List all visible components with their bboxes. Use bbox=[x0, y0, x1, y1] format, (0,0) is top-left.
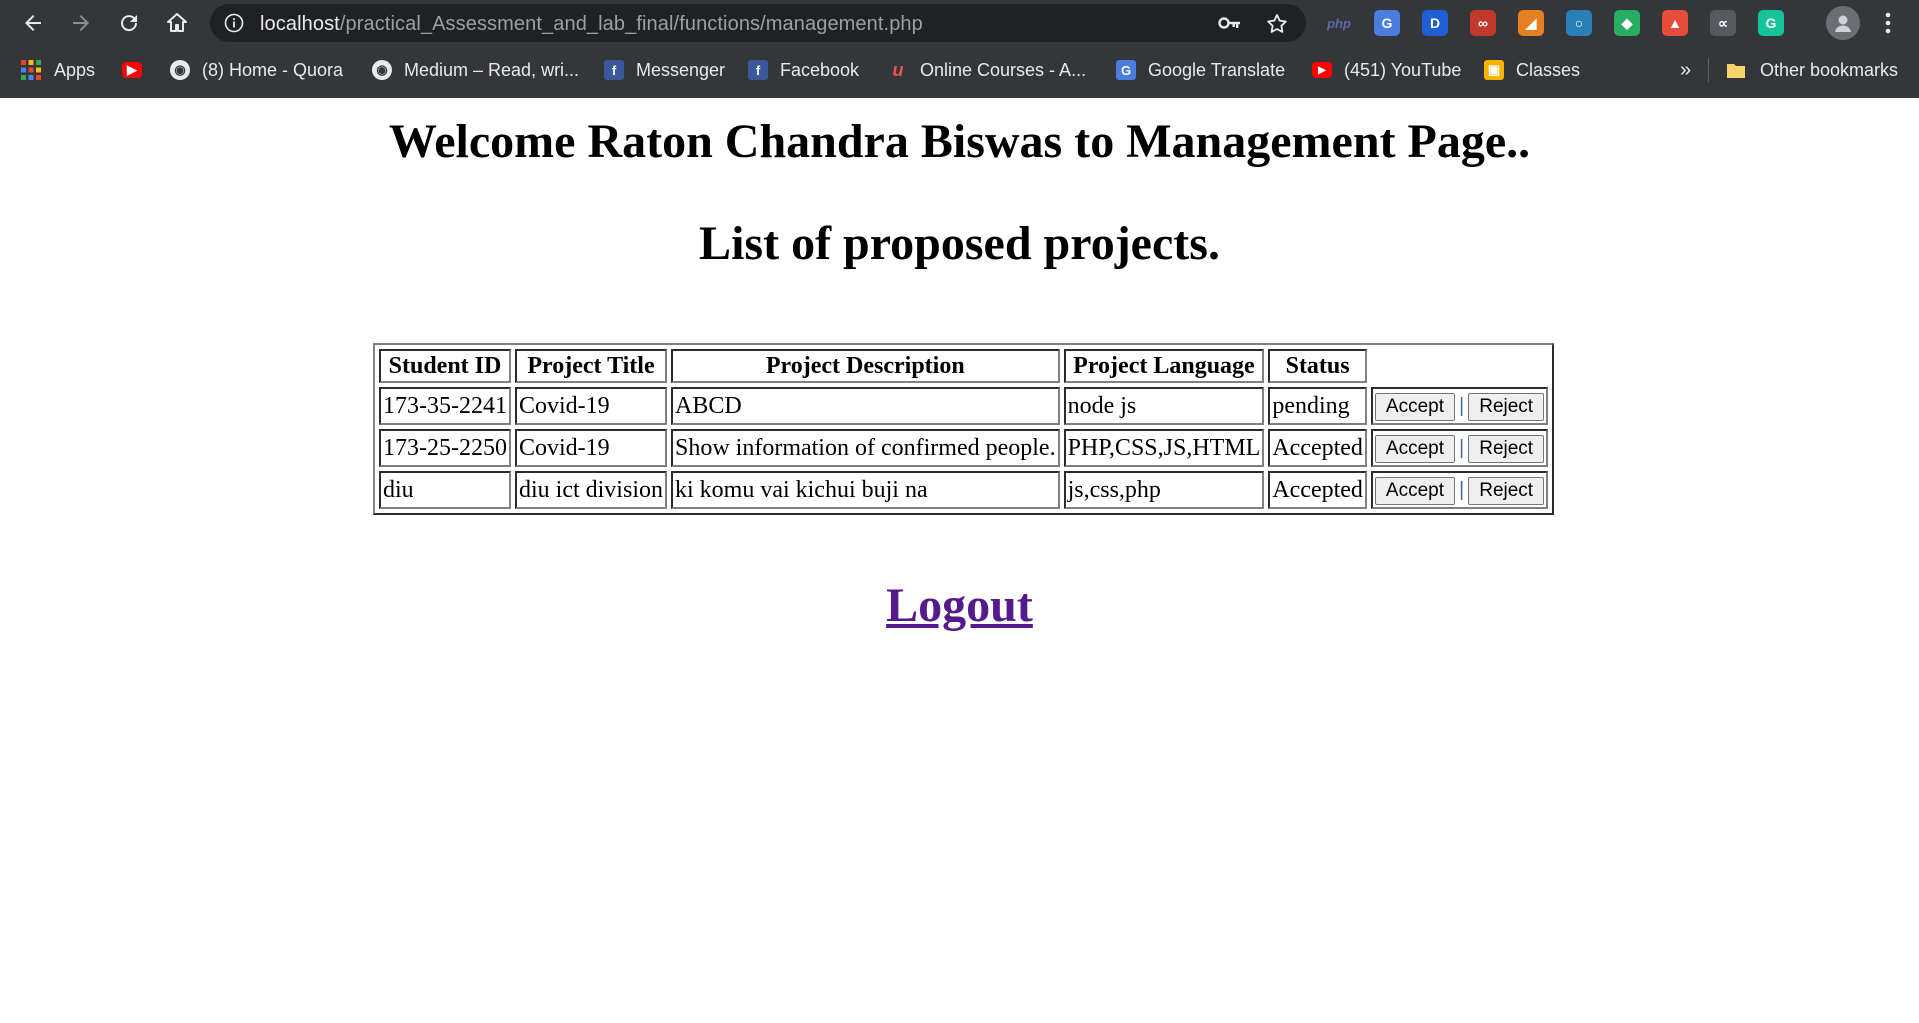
logout-container bbox=[0, 578, 1919, 633]
header-student-id: Student ID bbox=[379, 349, 511, 383]
projects-table bbox=[373, 343, 1554, 515]
url-text[interactable] bbox=[260, 13, 923, 36]
apps-icon bbox=[20, 59, 42, 81]
url-path: /practical_Assessment_and_lab_final/functions/management.php bbox=[339, 13, 923, 35]
facebook-icon: f bbox=[604, 60, 624, 80]
info-icon[interactable] bbox=[224, 13, 244, 33]
bookmark-messenger[interactable] bbox=[604, 58, 725, 82]
home-icon bbox=[165, 11, 189, 35]
bookmark-label: (8) Home - Quora bbox=[202, 59, 344, 80]
bookmark-classes[interactable] bbox=[1484, 58, 1580, 82]
bookmarks-bar bbox=[0, 50, 1919, 90]
browser-toolbar bbox=[0, 0, 1919, 46]
overflow-chevron-icon: » bbox=[1680, 58, 1692, 81]
color-extension-icon[interactable]: ◆ bbox=[1614, 10, 1640, 36]
url-host: localhost bbox=[260, 13, 340, 35]
bookmark-label: Medium – Read, wri... bbox=[404, 59, 580, 80]
d-extension-icon[interactable]: D bbox=[1422, 10, 1448, 36]
table-row bbox=[379, 471, 1548, 509]
translate-icon: G bbox=[1116, 60, 1136, 80]
folder-icon bbox=[1726, 60, 1746, 80]
bookmark-star-icon[interactable] bbox=[1265, 12, 1289, 36]
cell-project-title: Covid-19 bbox=[515, 387, 667, 425]
facebook-icon: f bbox=[748, 60, 768, 80]
action-separator: | bbox=[1459, 394, 1465, 417]
action-separator: | bbox=[1459, 478, 1465, 501]
browser-chrome bbox=[0, 0, 1919, 98]
reload-icon bbox=[117, 11, 141, 35]
bookmark-label: Classes bbox=[1516, 59, 1581, 80]
action-separator: | bbox=[1459, 436, 1465, 459]
logout-link[interactable]: Logout bbox=[886, 579, 1033, 632]
classroom-icon: ▣ bbox=[1484, 60, 1504, 80]
globe-icon: ◉ bbox=[372, 60, 392, 80]
cell-actions bbox=[1371, 387, 1548, 425]
cell-project-description: ki komu vai kichui buji na bbox=[671, 471, 1060, 509]
circle-extension-icon[interactable]: ○ bbox=[1566, 10, 1592, 36]
home-button[interactable] bbox=[162, 8, 192, 38]
other-bookmarks-folder[interactable] bbox=[1726, 58, 1898, 82]
bookmarks-divider bbox=[1708, 58, 1709, 82]
bookmark-label: Messenger bbox=[636, 59, 726, 80]
back-arrow-icon bbox=[21, 11, 45, 35]
bookmark-youtube-icon-only[interactable] bbox=[122, 58, 154, 82]
cell-status: Accepted bbox=[1268, 429, 1367, 467]
accept-button[interactable]: Accept bbox=[1375, 477, 1455, 505]
header-project-language: Project Language bbox=[1064, 349, 1265, 383]
bookmark-quora[interactable] bbox=[170, 58, 343, 82]
list-heading: List of proposed projects. bbox=[699, 217, 1220, 270]
bookmark-label: Apps bbox=[54, 59, 96, 80]
udemy-icon: u bbox=[892, 59, 904, 80]
globe-icon: ◉ bbox=[170, 60, 190, 80]
bookmark-udemy[interactable] bbox=[888, 58, 1086, 82]
bookmark-label: Online Courses - A... bbox=[920, 59, 1087, 80]
bookmark-label: (451) YouTube bbox=[1344, 59, 1462, 80]
reload-button[interactable] bbox=[114, 8, 144, 38]
cell-actions bbox=[1371, 471, 1548, 509]
table-row bbox=[379, 387, 1548, 425]
forward-arrow-icon bbox=[69, 11, 93, 35]
cell-status: pending bbox=[1268, 387, 1367, 425]
cell-project-language: js,css,php bbox=[1064, 471, 1265, 509]
youtube-icon: ▶ bbox=[1312, 62, 1332, 78]
cell-project-description: Show information of confirmed people. bbox=[671, 429, 1060, 467]
header-status: Status bbox=[1268, 349, 1367, 383]
grammarly-extension-icon[interactable]: G bbox=[1758, 10, 1784, 36]
bookmarks-overflow-button[interactable] bbox=[1680, 58, 1691, 82]
bookmark-facebook[interactable] bbox=[748, 58, 859, 82]
bookmark-medium[interactable] bbox=[372, 58, 579, 82]
bookmark-label: Facebook bbox=[780, 59, 860, 80]
reject-button[interactable]: Reject bbox=[1468, 477, 1544, 505]
php-extension-icon[interactable]: php bbox=[1327, 15, 1351, 31]
link-extension-icon[interactable]: ∝ bbox=[1710, 10, 1736, 36]
megaphone-extension-icon[interactable]: ◢ bbox=[1518, 10, 1544, 36]
cell-project-title: diu ict division bbox=[515, 471, 667, 509]
cell-project-title: Covid-19 bbox=[515, 429, 667, 467]
bookmark-label: Google Translate bbox=[1148, 59, 1286, 80]
cell-project-language: PHP,CSS,JS,HTML bbox=[1064, 429, 1265, 467]
back-button[interactable] bbox=[18, 8, 48, 38]
header-project-description: Project Description bbox=[671, 349, 1060, 383]
cell-project-language: node js bbox=[1064, 387, 1265, 425]
accept-button[interactable]: Accept bbox=[1375, 393, 1455, 421]
address-bar[interactable] bbox=[210, 4, 1306, 42]
accept-button[interactable]: Accept bbox=[1375, 435, 1455, 463]
glasses-extension-icon[interactable]: ∞ bbox=[1470, 10, 1496, 36]
cell-student-id: 173-35-2241 bbox=[379, 387, 511, 425]
google-translate-extension-icon[interactable]: G bbox=[1374, 10, 1400, 36]
profile-avatar[interactable] bbox=[1826, 6, 1860, 40]
welcome-heading: Welcome Raton Chandra Biswas to Management Page.. bbox=[388, 115, 1531, 168]
bookmark-google-translate[interactable] bbox=[1116, 58, 1285, 82]
cell-status: Accepted bbox=[1268, 471, 1367, 509]
header-actions bbox=[1371, 349, 1548, 383]
reject-button[interactable]: Reject bbox=[1468, 393, 1544, 421]
bookmark-youtube[interactable] bbox=[1312, 58, 1461, 82]
header-project-title: Project Title bbox=[515, 349, 667, 383]
lighthouse-extension-icon[interactable]: ▲ bbox=[1662, 10, 1688, 36]
key-icon[interactable] bbox=[1218, 13, 1242, 33]
page-content bbox=[0, 98, 1919, 1023]
table-header-row bbox=[379, 349, 1548, 383]
bookmark-apps[interactable] bbox=[20, 58, 95, 82]
browser-menu-icon[interactable] bbox=[1876, 10, 1900, 36]
youtube-icon: ▶ bbox=[122, 62, 142, 78]
bookmark-label: Other bookmarks bbox=[1760, 59, 1899, 80]
cell-project-description: ABCD bbox=[671, 387, 1060, 425]
cell-student-id: diu bbox=[379, 471, 511, 509]
cell-student-id: 173-25-2250 bbox=[379, 429, 511, 467]
cell-actions bbox=[1371, 429, 1548, 467]
reject-button[interactable]: Reject bbox=[1468, 435, 1544, 463]
table-row bbox=[379, 429, 1548, 467]
forward-button[interactable] bbox=[66, 8, 96, 38]
user-icon bbox=[1832, 12, 1854, 34]
